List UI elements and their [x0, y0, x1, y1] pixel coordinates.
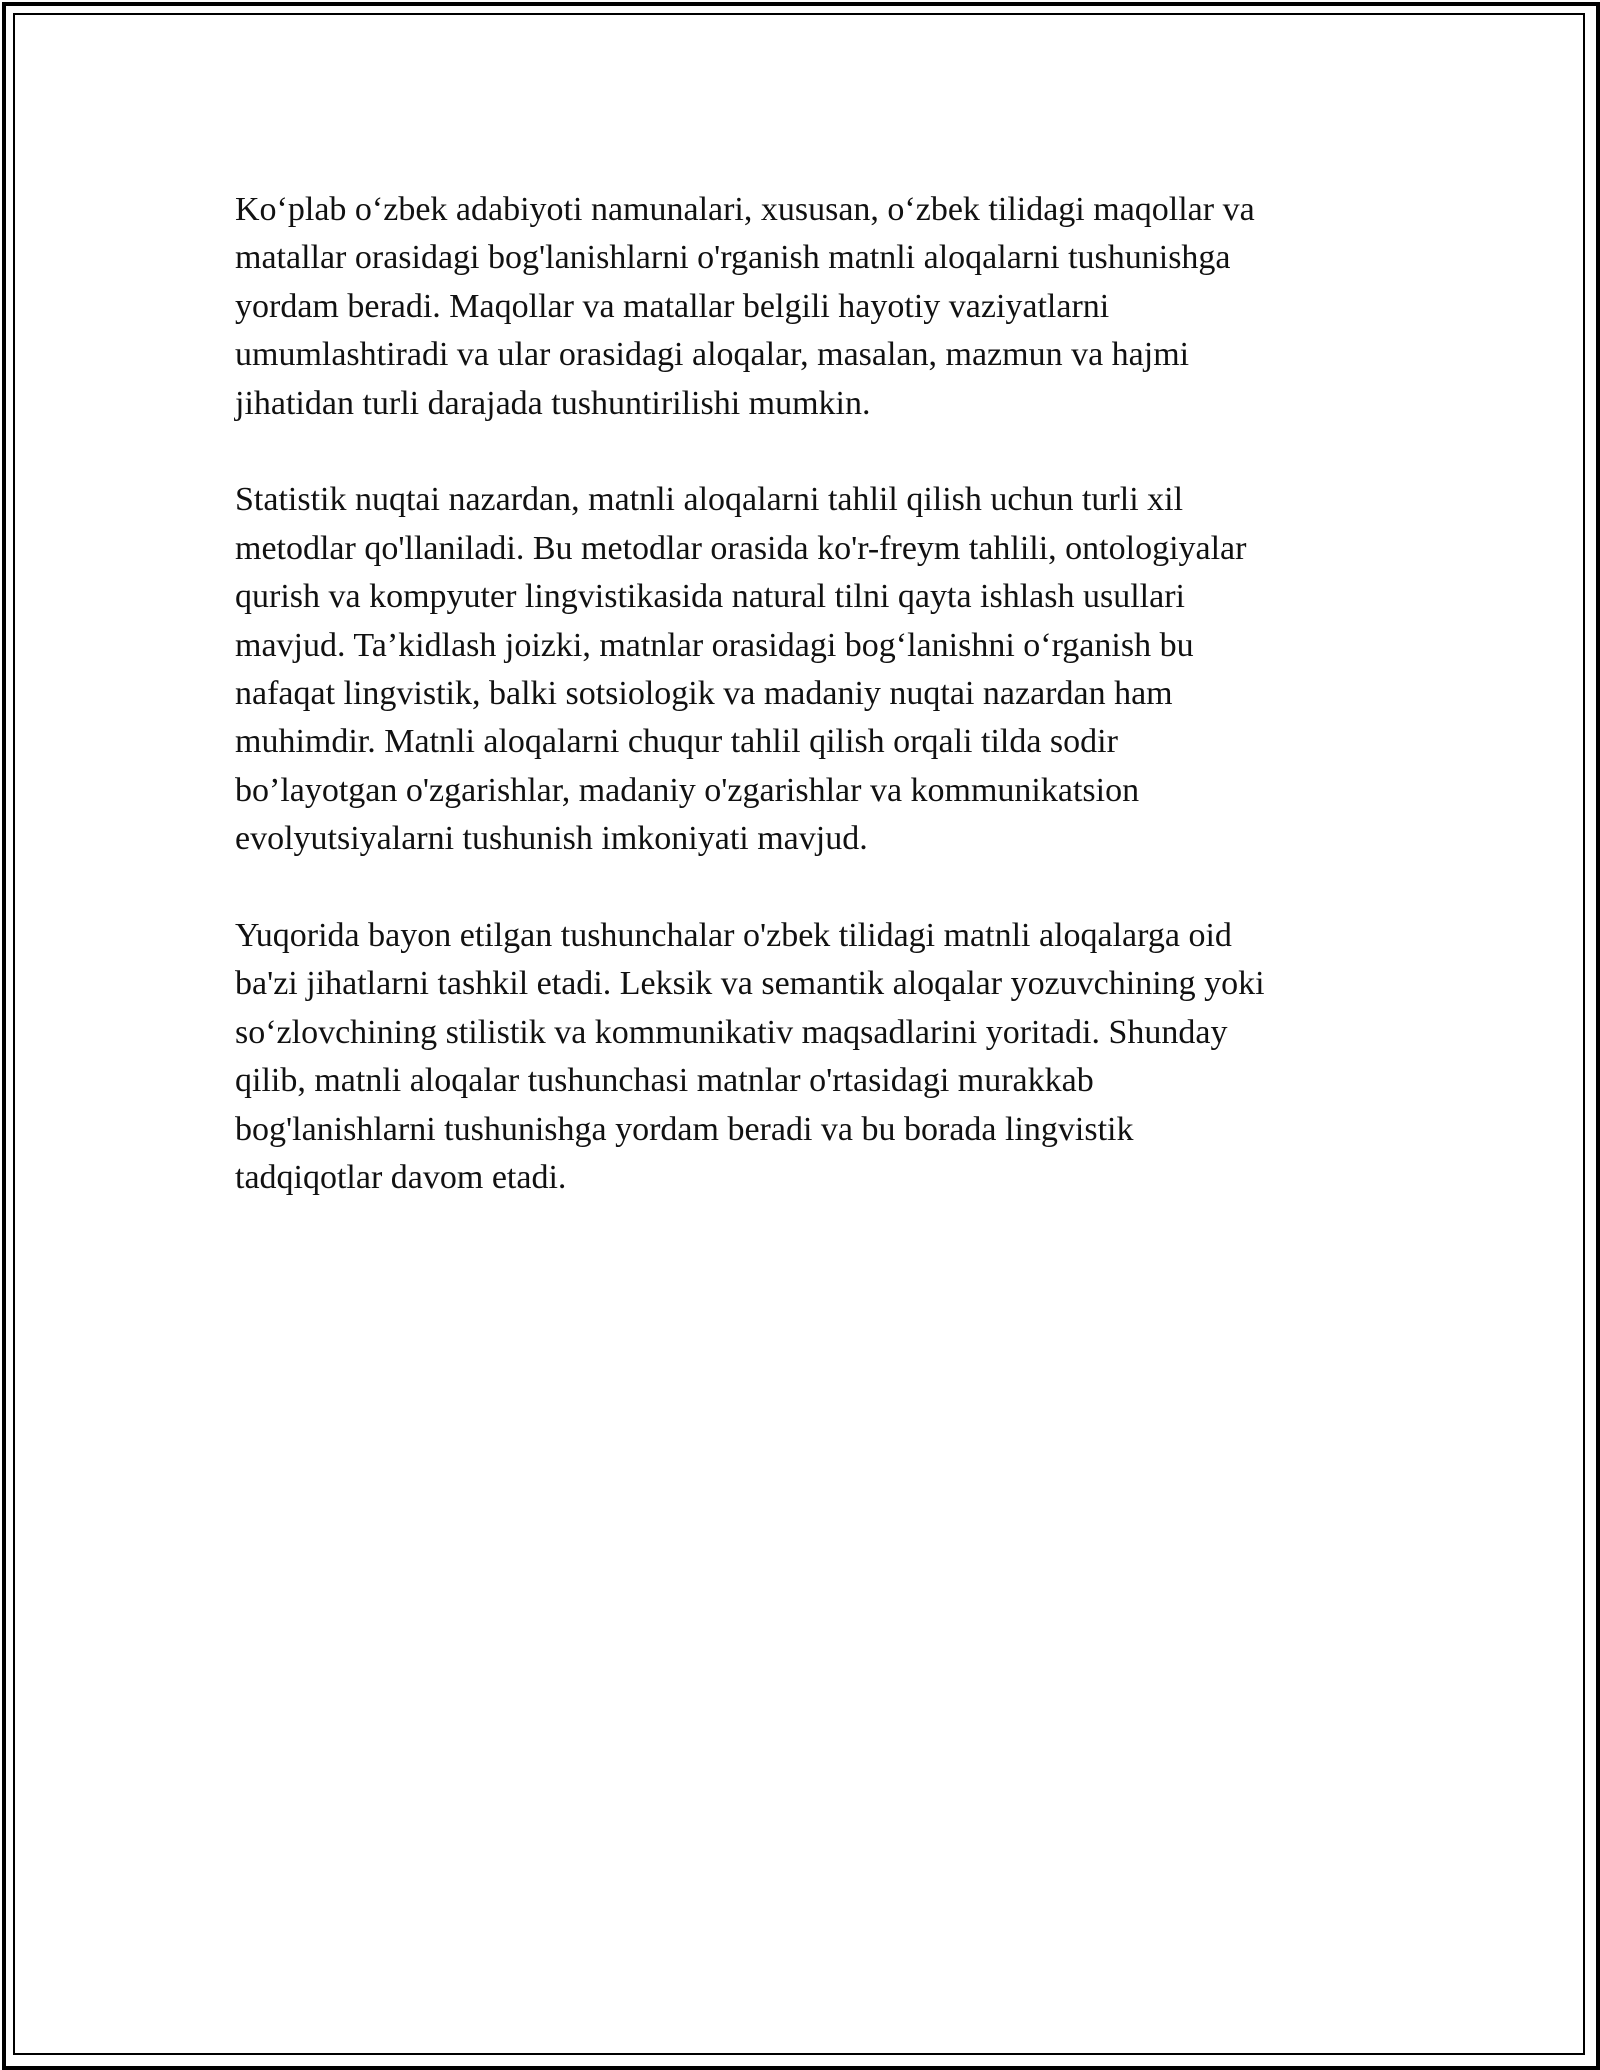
paragraph-3: Yuqorida bayon etilgan tushunchalar o'zbek tilidagi matnli aloqalarga oid ba'zi jihatlarni tashkil etadi. Leksik va semantik aloqalar yozuvchining yoki so‘zlovchining stilistik va kommunikativ maqsadlarini yoritadi. Shunday qilib, matnli aloqalar tushunchasi matnlar o'rtasidagi murakkab bog'lanishlarni tushunishga yordam beradi va bu borada lingvistik tadqiqotlar davom etadi.	[235, 917, 1265, 1197]
paragraph-1: Ko‘plab o‘zbek adabiyoti namunalari, xususan, o‘zbek tilidagi maqollar va matallar orasidagi bog'lanishlarni o'rganish matnli aloqalarni tushunishga yordam beradi. Maqollar va matallar belgili hayotiy vaziyatlarni umumlashtiradi va ular orasidagi aloqalar, masalan, mazmun va hajmi jihatidan turli darajada tushuntirilishi mumkin.	[235, 191, 1255, 422]
paragraph-2: Statistik nuqtai nazardan, matnli aloqalarni tahlil qilish uchun turli xil metodlar qo'llaniladi. Bu metodlar orasida ko'r-freym tahlili, ontologiyalar qurish va kompyuter lingvistikasida natural tilni qayta ishlash usullari mavjud. Ta’kidlash joizki, matnlar orasidagi bog‘lanishni o‘rganish bu nafaqat lingvistik, balki sotsiologik va madaniy nuqtai nazardan ham muhimdir. Matnli aloqalarni chuqur tahlil qilish orqali tilda sodir bo’layotgan o'zgarishlar, madaniy o'zgarishlar va kommunikatsion evolyutsiyalarni tushunish imkoniyati mavjud.	[235, 481, 1247, 858]
document-body	[235, 186, 1365, 1203]
